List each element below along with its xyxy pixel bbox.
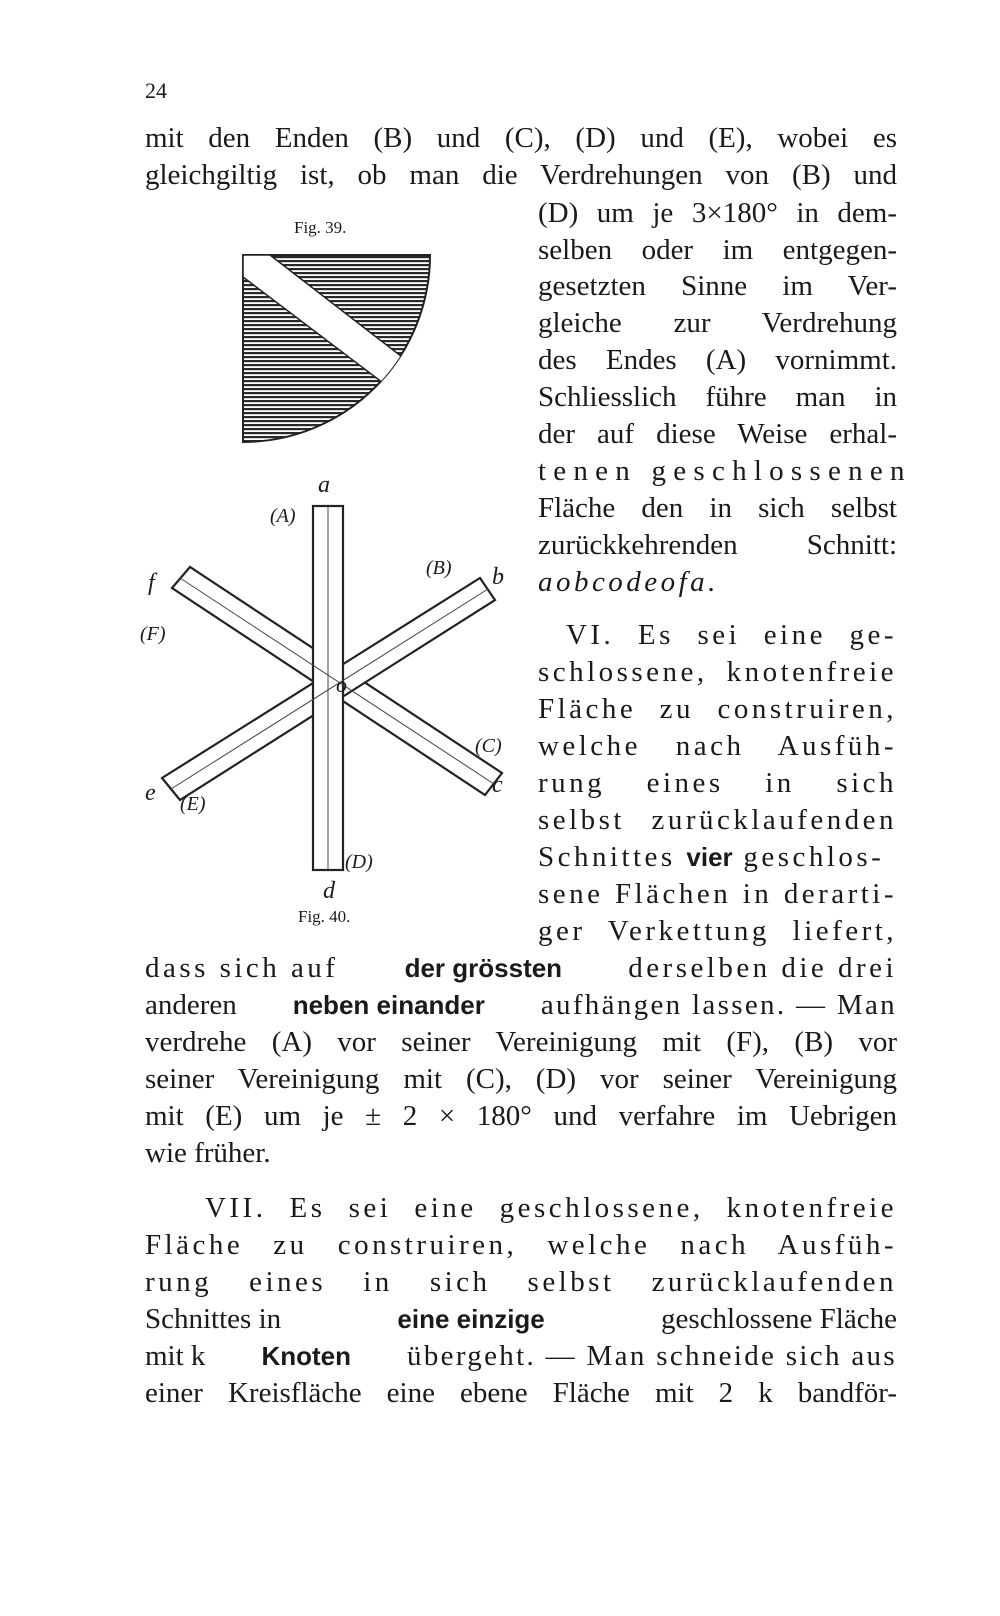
text-line-29: VII. Es sei eine geschlossene, knotenfreie [205,1192,897,1224]
text-line-1: mit den Enden (B) und (C), (D) und (E), wobei es [145,122,897,154]
text-line-23: dass sich auf der grössten derselben die drei [145,950,897,987]
fig40-label-C: (C) [475,735,502,757]
text-line-33: mit k Knoten übergeht. — Man schneide sich aus [145,1338,897,1375]
text-line-13: aobcodeofa. [538,566,719,598]
text-line-20: Schnittes vier geschlos- [538,841,885,873]
fig40-label-B: (B) [426,557,452,579]
fig39-diagram [240,252,440,457]
text-line-25: verdrehe (A) vor seiner Vereinigung mit (F), (B) vor [145,1026,897,1058]
text-line-15: schlossene, knotenfreie [538,656,897,688]
text-line-28: wie früher. [145,1137,271,1169]
text-line-26: seiner Vereinigung mit (C), (D) vor seiner Vereinigung [145,1063,897,1095]
text-line-11: Fläche den in sich selbst [538,492,897,524]
text-line-17: welche nach Ausfüh- [538,730,897,762]
fig40-label-b: b [492,564,504,590]
text-line-7: des Endes (A) vornimmt. [538,344,897,376]
text-line-21: sene Flächen in derarti- [538,878,897,910]
text-line-10: tenen geschlossenen [538,455,912,487]
fig40-label-d: d [323,878,335,904]
fig40-label-D: (D) [345,851,373,873]
text-line-32: Schnittes in eine einzige geschlossene Fläche [145,1301,897,1338]
text-line-31: rung eines in sich selbst zurücklaufenden [145,1266,897,1298]
fig40-label-o: o [336,672,347,697]
emphasis-neben-einander: neben einander [292,990,485,1020]
text-line-12: zurückkehrenden Schnitt: [538,529,897,561]
text-line-34: einer Kreisfläche eine ebene Fläche mit 2 k bandför- [145,1377,897,1409]
page-number: 24 [145,78,167,103]
text-line-30: Fläche zu construiren, welche nach Ausfüh- [145,1229,897,1261]
fig40-label-E: (E) [180,793,206,815]
text-line-16: Fläche zu construiren, [538,693,897,725]
text-line-9: der auf diese Weise erhal- [538,418,897,450]
emphasis-eine-einzige: eine einzige [397,1304,545,1334]
text-line-27: mit (E) um je ± 2 × 180° und verfahre im Uebrigen [145,1100,897,1132]
fig40-label-F: (F) [140,623,166,645]
fig40-caption: Fig. 40. [298,907,351,926]
fig40-label-c: c [492,772,503,798]
emphasis-der-groessten: der grössten [404,953,563,983]
emphasis-knoten: Knoten [261,1341,351,1371]
text-line-22: ger Verkettung liefert, [538,915,897,947]
fig40-label-A: (A) [270,505,296,527]
text-line-6: gleiche zur Verdrehung [538,307,897,339]
text-line-4: selben oder im entgegen- [538,234,897,266]
text-line-3: (D) um je 3×180° in dem- [538,197,897,229]
text-line-24: anderen neben einander aufhängen lassen. — Man [145,987,897,1024]
fig39-caption: Fig. 39. [294,218,347,237]
fig40-label-e: e [145,780,156,806]
fig40-diagram [140,470,525,915]
fig40-label-a: a [318,472,330,498]
text-line-8: Schliesslich führe man in [538,381,897,413]
text-line-5: gesetzten Sinne im Ver- [538,270,897,302]
emphasis-vier: vier [686,842,733,872]
text-line-18: rung eines in sich [538,767,897,799]
text-line-2: gleichgiltig ist, ob man die Verdrehungen von (B) und [145,159,897,191]
fig40-label-f: f [148,570,155,596]
text-line-14: VI. Es sei eine ge- [566,619,897,651]
text-line-19: selbst zurücklaufenden [538,804,897,836]
